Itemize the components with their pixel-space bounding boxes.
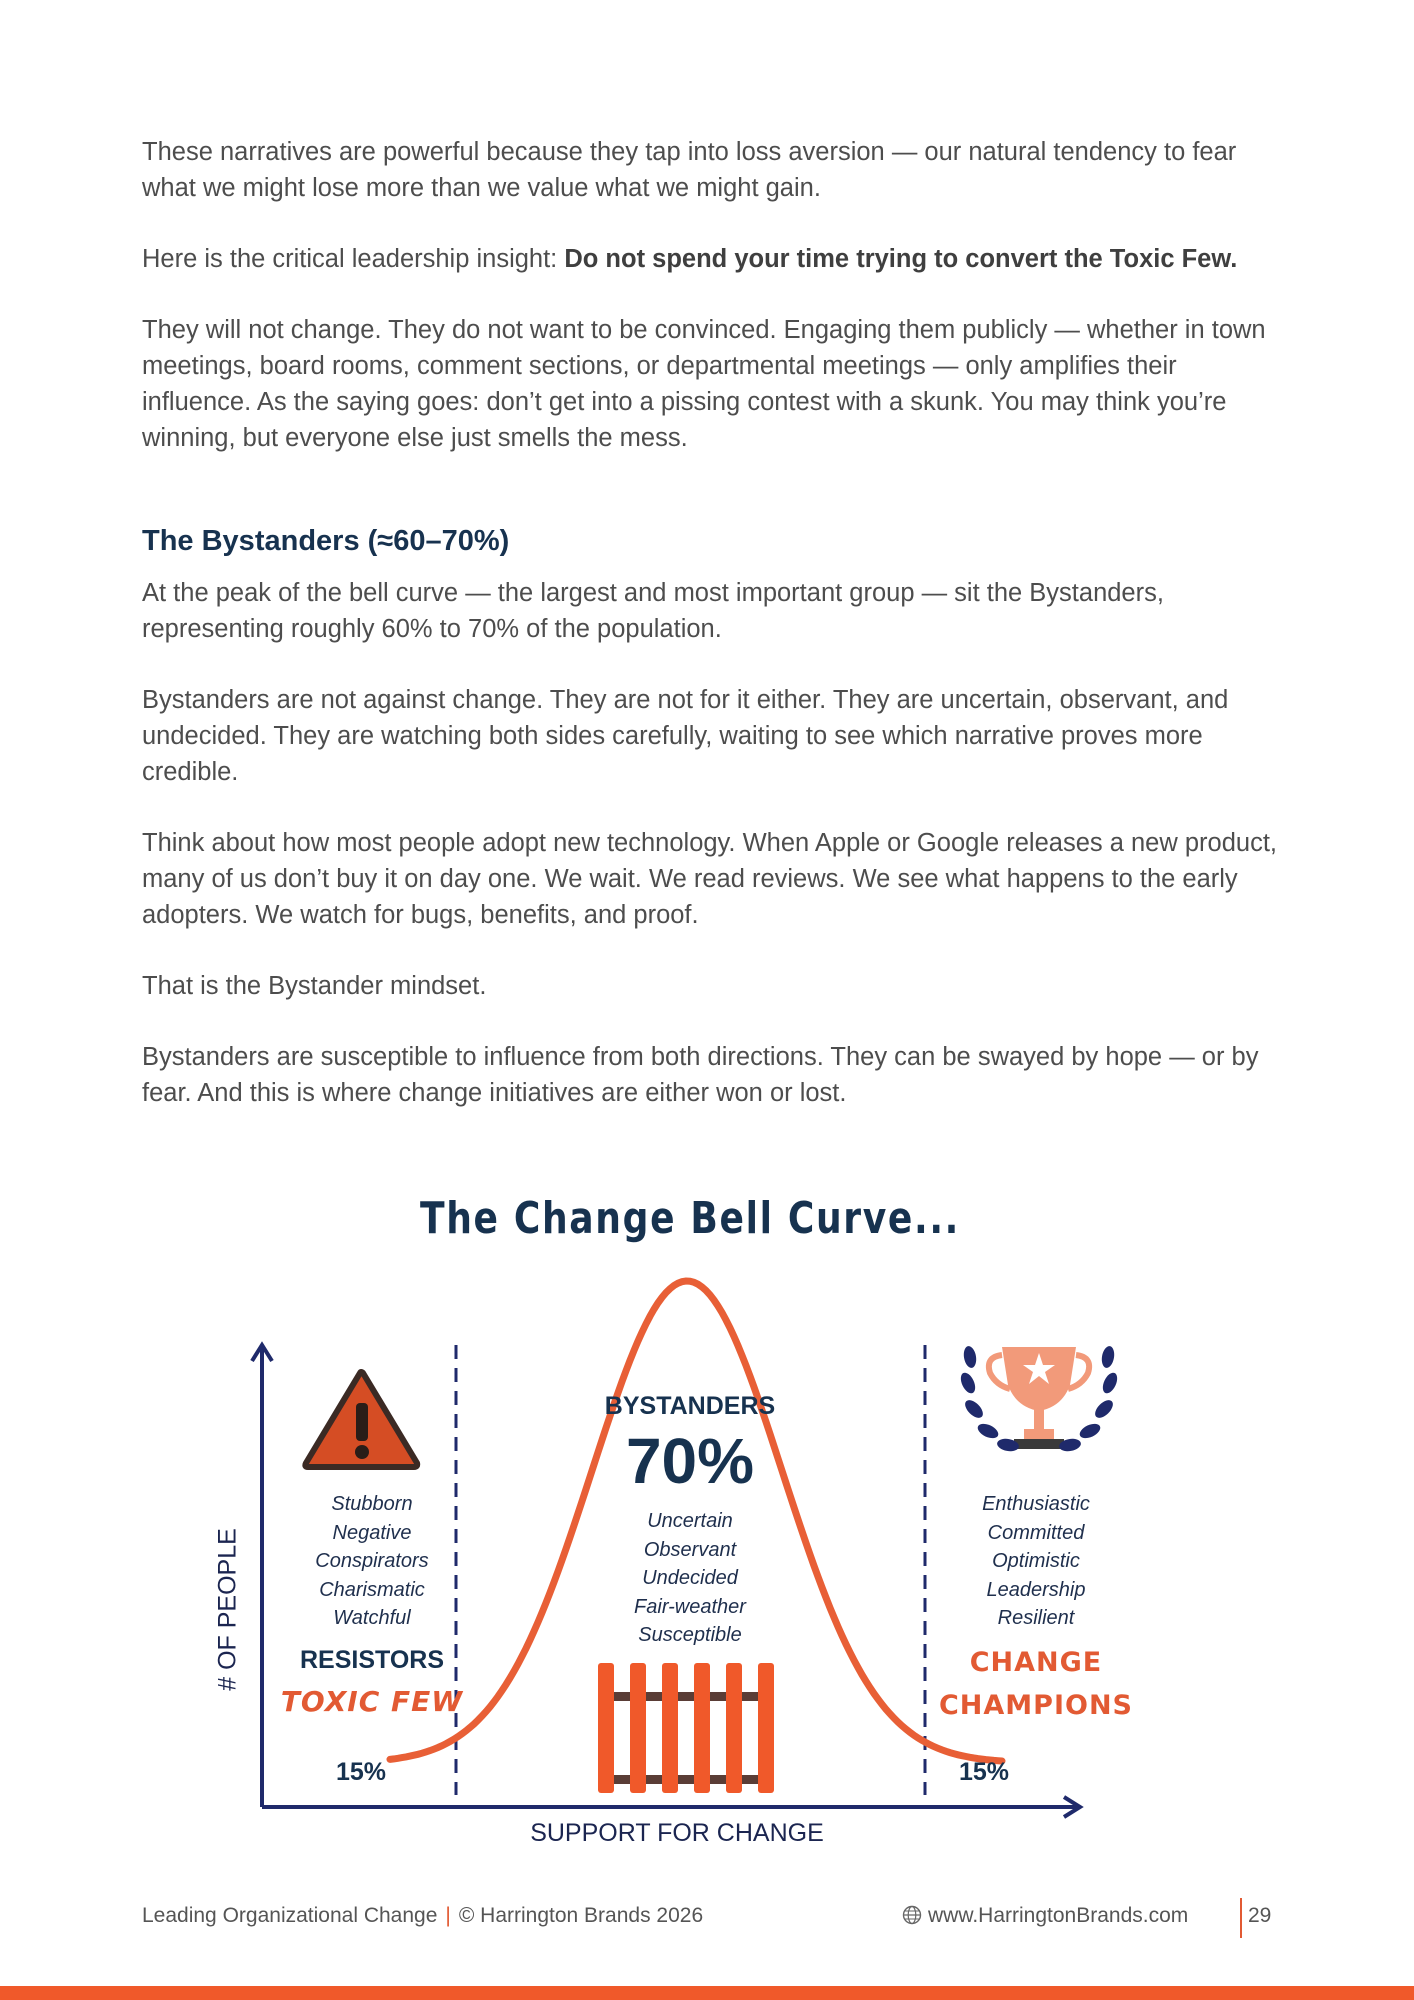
footer-left <box>142 1904 703 1928</box>
footer-divider <box>1240 1898 1242 1938</box>
bystander-traits <box>590 1507 790 1650</box>
footer-separator: | <box>445 1904 451 1927</box>
bottom-accent-bar <box>0 1986 1414 2000</box>
insight-lead: Here is the critical leadership insight: <box>142 245 565 273</box>
trait-item: Enthusiastic <box>982 1493 1090 1515</box>
footer-copyright: © Harrington Brands 2026 <box>458 1904 704 1927</box>
paragraph-loss-aversion: These narratives are powerful because they tap into loss aversion — our natural tendency to fear what we might lose more than we value what we might gain. <box>142 138 1237 202</box>
footer-website-text: www.HarringtonBrands.com <box>928 1904 1189 1927</box>
trait-item: Uncertain <box>647 1510 733 1532</box>
trait-item: Stubborn <box>331 1493 413 1515</box>
trophy-icon <box>958 1345 1120 1453</box>
insight-bold: Do not spend your time trying to convert the Toxic Few. <box>564 245 1238 273</box>
bystanders-label: BYSTANDERS <box>604 1392 776 1420</box>
paragraph-bystander-mindset: That is the Bystander mindset. <box>142 972 487 1000</box>
trait-item: Undecided <box>642 1567 738 1589</box>
globe-icon <box>902 1905 922 1925</box>
trait-item: Resilient <box>997 1607 1075 1629</box>
paragraph-will-not-change: They will not change. They do not want to be convinced. Engaging them publicly — whether in town meetings, board rooms, comment sections, or departmental meetings — only amplifies their influence. As the saying goes: don’t get into a pissing contest with a skunk. You may think you’re winning, but everyone else just smells the mess. <box>142 316 1266 452</box>
paragraph-peak-bell-curve: At the peak of the bell curve — the largest and most important group — sit the Bystanders, representing roughly 60% to 70% of the population. <box>142 579 1164 643</box>
paragraph-technology-adoption: Think about how most people adopt new technology. When Apple or Google releases a new product, many of us don’t buy it on day one. We wait. We read reviews. We see what happens to the early adopters. We watch for bugs, benefits, and proof. <box>142 829 1277 929</box>
bell-curve-figure <box>190 1185 1190 1865</box>
trait-item: Observant <box>643 1538 737 1561</box>
resistors-percent: 15% <box>335 1758 387 1786</box>
resistor-traits <box>282 1490 462 1633</box>
page-body <box>142 134 1282 1146</box>
toxic-few-label: TOXIC FEW <box>280 1685 464 1718</box>
paragraph-not-against-change: Bystanders are not against change. They are not for it either. They are uncertain, observant, and undecided. They are watching both sides carefully, waiting to see which narrative proves more credible. <box>142 686 1229 786</box>
bystanders-percent: 70% <box>625 1425 755 1497</box>
section-heading-bystanders: The Bystanders (≈60–70%) <box>142 525 510 557</box>
page-number: 29 <box>1248 1904 1272 1927</box>
fence-icon <box>598 1663 774 1793</box>
champion-traits <box>936 1490 1136 1633</box>
trait-item: Leadership <box>986 1578 1086 1601</box>
paragraph-susceptible: Bystanders are susceptible to influence from both directions. They can be swayed by hope — or by fear. And this is where change initiatives are either won or lost. <box>142 1043 1259 1107</box>
champions-percent: 15% <box>958 1758 1010 1786</box>
page-footer <box>142 1904 1275 1934</box>
champions-label: CHAMPIONS <box>938 1690 1133 1721</box>
resistors-label: RESISTORS <box>299 1646 445 1674</box>
trait-item: Committed <box>987 1521 1085 1544</box>
trait-item: Fair-weather <box>634 1595 746 1618</box>
footer-website[interactable] <box>902 1904 1188 1928</box>
paragraph-leadership-insight <box>142 241 1282 277</box>
trait-item: Charismatic <box>319 1578 425 1601</box>
footer-book-title: Leading Organizational Change <box>142 1904 438 1927</box>
chart-title: The Change Bell Curve... <box>419 1193 961 1244</box>
warning-icon <box>305 1372 417 1467</box>
trait-item: Negative <box>332 1521 412 1544</box>
trait-item: Conspirators <box>315 1550 429 1572</box>
trait-item: Watchful <box>333 1607 411 1629</box>
change-label: CHANGE <box>969 1647 1103 1678</box>
trait-item: Susceptible <box>638 1624 742 1646</box>
trait-item: Optimistic <box>992 1550 1080 1572</box>
x-axis-label: SUPPORT FOR CHANGE <box>530 1819 824 1847</box>
y-axis-label: # OF PEOPLE <box>213 1528 242 1691</box>
